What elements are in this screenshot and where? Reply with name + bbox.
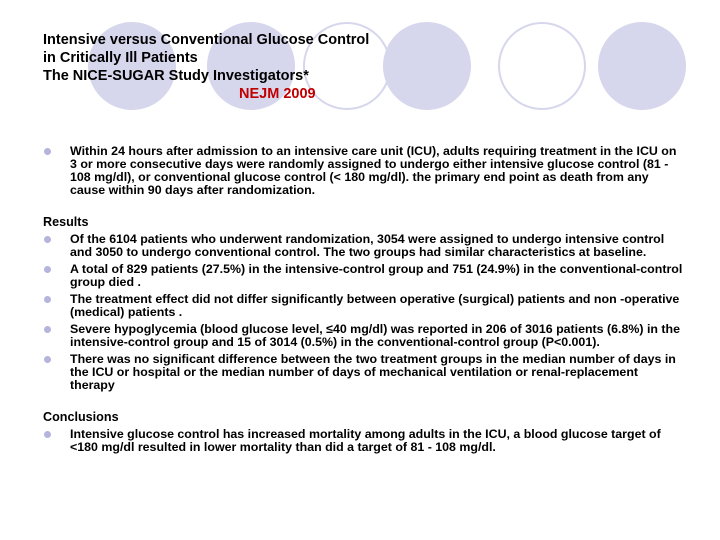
decor-circle-5 bbox=[498, 22, 586, 110]
title-line-1: Intensive versus Conventional Glucose Control bbox=[43, 32, 370, 48]
results-heading: Results bbox=[43, 215, 89, 229]
decor-circle-4 bbox=[383, 22, 471, 110]
title-line-2: in Critically Ill Patients bbox=[43, 50, 198, 66]
conclusions-item bbox=[43, 428, 683, 454]
results-item bbox=[43, 353, 683, 392]
bullet-icon bbox=[44, 326, 51, 333]
results-item-text: The treatment effect did not differ significantly between operative (surgical) patients and non -operative (medical) patients . bbox=[70, 292, 680, 319]
intro-text: Within 24 hours after admission to an intensive care unit (ICU), adults requiring treatment in the ICU on 3 or more consecutive days were randomly assigned to undergo either intensive glucose control (81 - 108 mg/dl), or conventional glucose control (< 180 mg/dl). the primary end point as death from any cause within 90 days after randomization. bbox=[70, 144, 677, 197]
results-item bbox=[43, 233, 683, 259]
bullet-icon bbox=[44, 266, 51, 273]
slide-body bbox=[43, 145, 683, 454]
bullet-icon bbox=[44, 296, 51, 303]
decor-circle-6 bbox=[598, 22, 686, 110]
conclusions-heading: Conclusions bbox=[43, 410, 119, 424]
results-item-text: There was no significant difference between the two treatment groups in the median number of days in the ICU or hospital or the median number of days of mechanical ventilation or renal-replacement therapy bbox=[70, 352, 676, 392]
bullet-icon bbox=[44, 236, 51, 243]
title-line-3: The NICE-SUGAR Study Investigators* bbox=[43, 68, 309, 84]
results-item-text: Severe hypoglycemia (blood glucose level, ≤40 mg/dl) was reported in 206 of 3016 patients (6.8%) in the intensive-control group and 15 of 3014 (0.5%) in the conventional-control group (P<0.001). bbox=[70, 322, 680, 349]
bullet-icon bbox=[44, 431, 51, 438]
journal-citation: NEJM 2009 bbox=[239, 86, 316, 102]
conclusions-item-text: Intensive glucose control has increased mortality among adults in the ICU, a blood glucose target of <180 mg/dl resulted in lower mortality than did a target of 81 - 108 mg/dl. bbox=[70, 427, 661, 454]
results-item-text: A total of 829 patients (27.5%) in the intensive-control group and 751 (24.9%) in the conventional-control group died . bbox=[70, 262, 683, 289]
results-item bbox=[43, 323, 683, 349]
results-item bbox=[43, 293, 683, 319]
results-item-text: Of the 6104 patients who underwent randomization, 3054 were assigned to undergo intensive control and 3050 to undergo conventional control. The two groups had similar characteristics at baseline. bbox=[70, 232, 665, 259]
results-item bbox=[43, 263, 683, 289]
intro-item bbox=[43, 145, 683, 197]
bullet-icon bbox=[44, 356, 51, 363]
slide-title bbox=[43, 31, 369, 103]
bullet-icon bbox=[44, 148, 51, 155]
